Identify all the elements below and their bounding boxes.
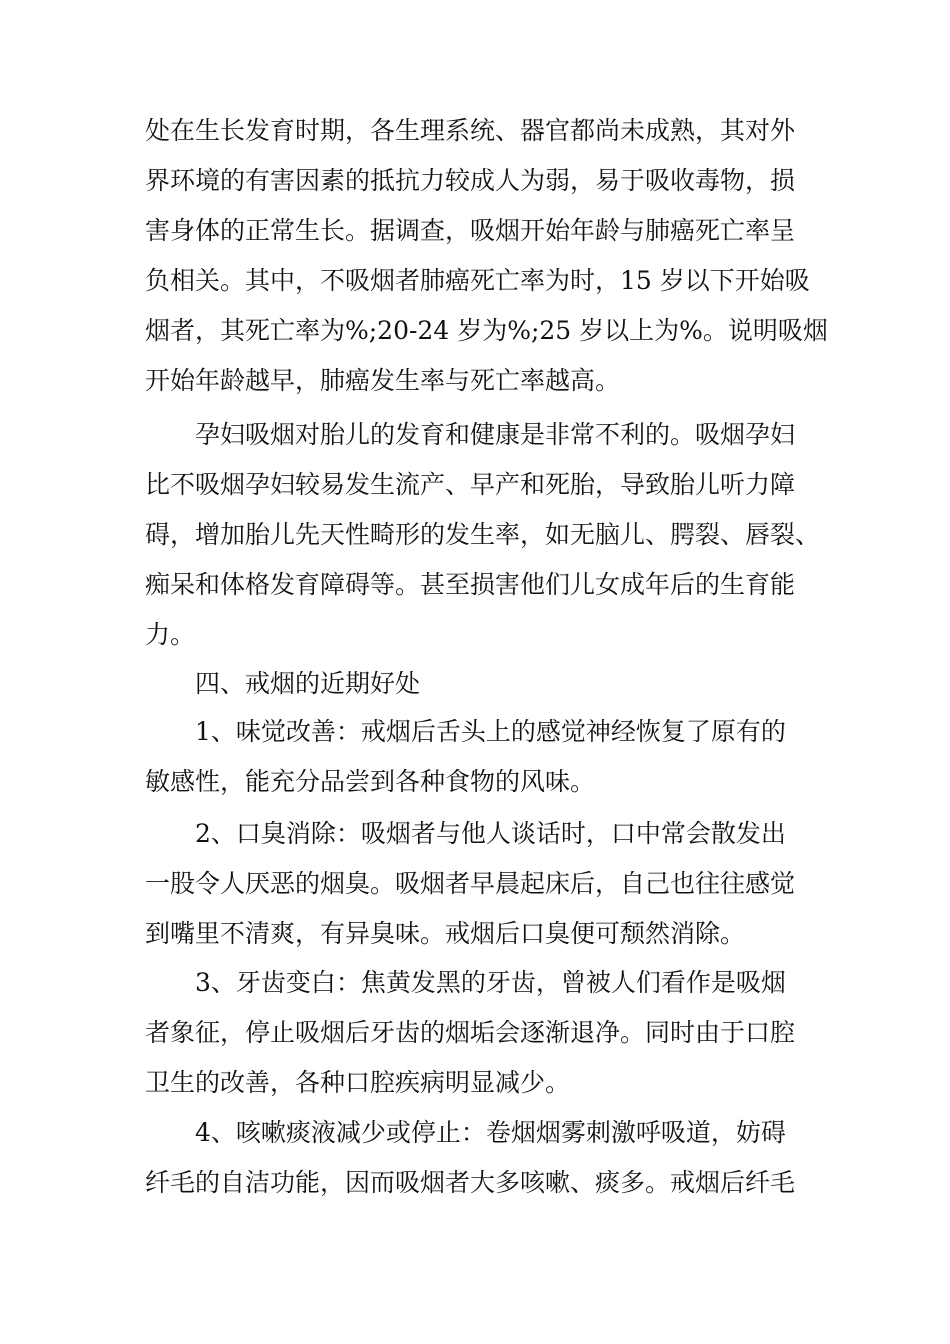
list-item-line: 2、口臭消除：吸烟者与他人谈话时，口中常会散发出 xyxy=(195,819,786,848)
body-text-line: 到嘴里不清爽，有异臭味。戒烟后口臭便可颓然消除。 xyxy=(145,919,746,948)
body-text-line: 烟者，其死亡率为%;20-24 岁为%;25 岁以上为%。说明吸烟 xyxy=(145,316,828,345)
body-text-line: 界环境的有害因素的抵抗力较成人为弱，易于吸收毒物，损 xyxy=(145,166,796,195)
body-text-line: 碍，增加胎儿先天性畸形的发生率，如无脑儿、腭裂、唇裂、 xyxy=(145,520,821,549)
body-text-line: 处在生长发育时期，各生理系统、器官都尚未成熟，其对外 xyxy=(145,116,796,145)
body-text-line: 者象征，停止吸烟后牙齿的烟垢会逐渐退净。同时由于口腔 xyxy=(145,1018,796,1047)
body-text-line: 害身体的正常生长。据调查，吸烟开始年龄与肺癌死亡率呈 xyxy=(145,216,796,245)
body-text-line: 痴呆和体格发育障碍等。甚至损害他们儿女成年后的生育能 xyxy=(145,570,796,599)
section-heading: 四、戒烟的近期好处 xyxy=(195,669,421,698)
list-item-line: 4、咳嗽痰液减少或停止：卷烟烟雾刺激呼吸道，妨碍 xyxy=(195,1118,786,1147)
body-text-line: 一股令人厌恶的烟臭。吸烟者早晨起床后，自己也往往感觉 xyxy=(145,869,796,898)
body-text-line: 比不吸烟孕妇较易发生流产、早产和死胎，导致胎儿听力障 xyxy=(145,470,796,499)
body-text-line: 开始年龄越早，肺癌发生率与死亡率越高。 xyxy=(145,366,621,395)
body-text-line: 纤毛的自洁功能，因而吸烟者大多咳嗽、痰多。戒烟后纤毛 xyxy=(145,1168,796,1197)
body-text-line: 卫生的改善，各种口腔疾病明显减少。 xyxy=(145,1068,571,1097)
body-text-line: 孕妇吸烟对胎儿的发育和健康是非常不利的。吸烟孕妇 xyxy=(195,420,796,449)
body-text-line: 敏感性，能充分品尝到各种食物的风味。 xyxy=(145,767,596,796)
list-item-line: 3、牙齿变白：焦黄发黑的牙齿，曾被人们看作是吸烟 xyxy=(195,968,786,997)
body-text-line: 力。 xyxy=(145,620,196,649)
body-text-line: 负相关。其中，不吸烟者肺癌死亡率为时，15 岁以下开始吸 xyxy=(145,266,810,295)
list-item-line: 1、味觉改善：戒烟后舌头上的感觉神经恢复了原有的 xyxy=(195,717,786,746)
